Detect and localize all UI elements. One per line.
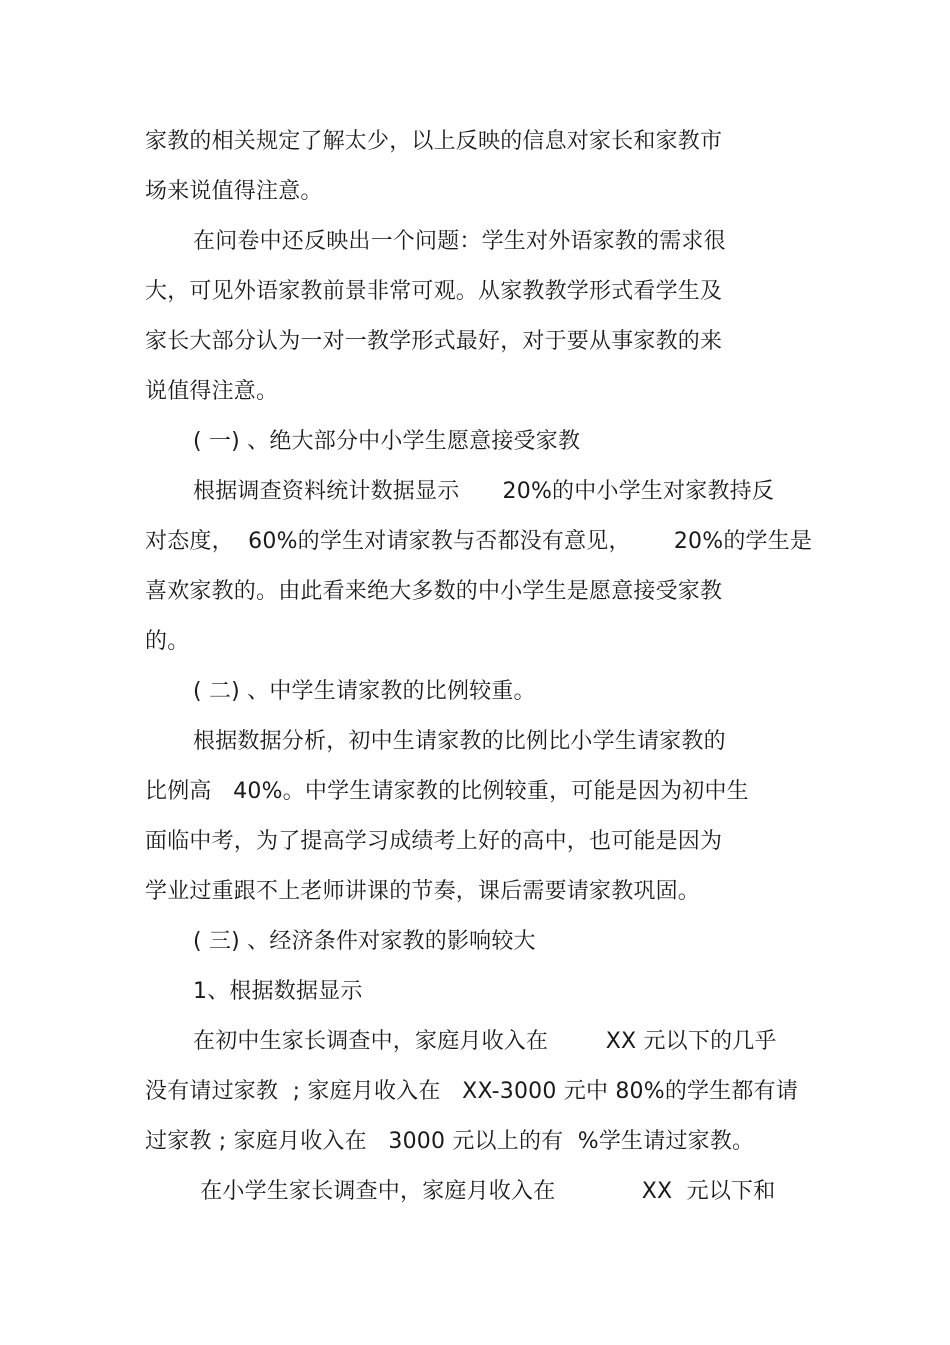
text-line: 学业过重跟不上老师讲课的节奏，课后需要请家教巩固。 [145, 879, 701, 904]
section-heading-3: ( 三) 、经济条件对家教的影响较大 [193, 929, 536, 954]
text-line: 对态度， 60%的学生对请家教与否都没有意见， 20%的学生是 [145, 529, 813, 554]
section-heading-1: ( 一) 、绝大部分中小学生愿意接受家教 [193, 429, 581, 454]
subsection-heading: 1、根据数据显示 [193, 979, 363, 1004]
text-line: 比例高 40%。中学生请家教的比例较重，可能是因为初中生 [145, 779, 749, 804]
paragraph-start-line: 在问卷中还反映出一个问题：学生对外语家教的需求很 [193, 229, 726, 254]
text-line: 的。 [145, 629, 190, 654]
paragraph-start-line: 根据调查资料统计数据显示 20%的中小学生对家教持反 [193, 479, 775, 504]
text-line: 面临中考，为了提高学习成绩考上好的高中，也可能是因为 [145, 829, 723, 854]
paragraph-start-line: 在初中生家长调查中，家庭月收入在 XX 元以下的几乎 [193, 1029, 777, 1054]
text-line: 说值得注意。 [145, 379, 279, 404]
text-line: 家教的相关规定了解太少，以上反映的信息对家长和家教市 [145, 129, 723, 154]
text-line: 喜欢家教的。由此看来绝大多数的中小学生是愿意接受家教 [145, 579, 723, 604]
text-line: 场来说值得注意。 [145, 179, 323, 204]
text-line: 过家教 ; 家庭月收入在 3000 元以上的有 %学生请过家教。 [145, 1129, 755, 1154]
text-line: 家长大部分认为一对一教学形式最好，对于要从事家教的来 [145, 329, 723, 354]
text-line: 大，可见外语家教前景非常可观。从家教教学形式看学生及 [145, 279, 723, 304]
text-line: 没有请过家教 ; 家庭月收入在 XX-3000 元中 80%的学生都有请 [145, 1079, 799, 1104]
paragraph-start-line: 根据数据分析，初中生请家教的比例比小学生请家教的 [193, 729, 726, 754]
section-heading-2: ( 二) 、中学生请家教的比例较重。 [193, 679, 536, 704]
paragraph-start-line: 在小学生家长调查中，家庭月收入在 XX 元以下和 [193, 1179, 776, 1204]
